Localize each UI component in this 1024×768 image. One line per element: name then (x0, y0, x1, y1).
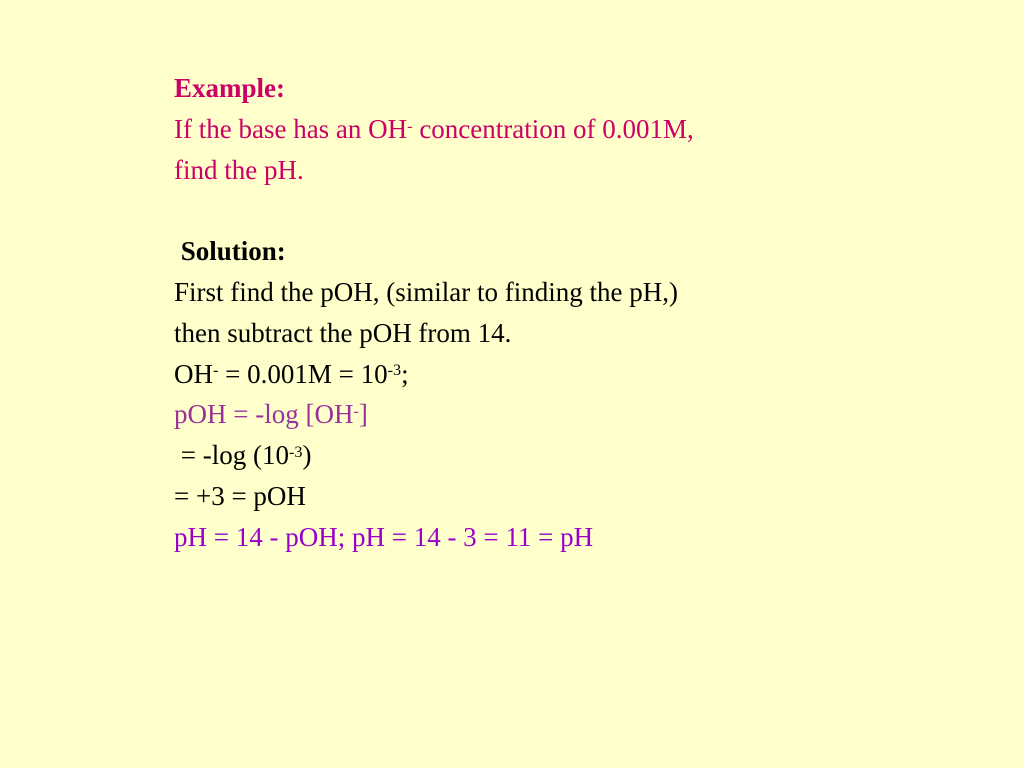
poh-result-line: = +3 = pOH (174, 480, 306, 511)
poh-formula-line (174, 394, 994, 435)
example-text: concentration of 0.001M, (412, 113, 694, 144)
formula-text: ) (302, 440, 312, 471)
ph-result-line: pH = 14 - pOH; pH = 14 - 3 = 11 = pH (174, 521, 594, 552)
superscript: -3 (387, 361, 402, 380)
example-heading: Example: (174, 73, 285, 103)
example-question-line-1 (174, 109, 994, 150)
log-calculation-line (174, 435, 994, 476)
solution-heading: Solution: (174, 236, 286, 267)
example-question-line-2: find the pH. (174, 154, 304, 185)
superscript: - (407, 116, 413, 135)
formula-text: ] (358, 399, 368, 430)
solution-line-1: First find the pOH, (similar to finding the pH,) (174, 276, 678, 307)
superscript: - (353, 402, 359, 421)
formula-text: pOH = -log [OH (174, 399, 354, 430)
formula-text: = 0.001M = 10 (218, 358, 388, 389)
formula-text: OH (174, 358, 213, 389)
example-text: If the base has an OH (174, 113, 408, 144)
superscript: -3 (288, 442, 303, 461)
solution-line-2: then subtract the pOH from 14. (174, 317, 512, 348)
superscript: - (213, 361, 219, 380)
blank-line (174, 190, 994, 231)
formula-text: ; (401, 358, 409, 389)
slide-content (174, 68, 994, 558)
oh-concentration-line (174, 354, 994, 395)
formula-text: = -log (10 (174, 440, 289, 471)
